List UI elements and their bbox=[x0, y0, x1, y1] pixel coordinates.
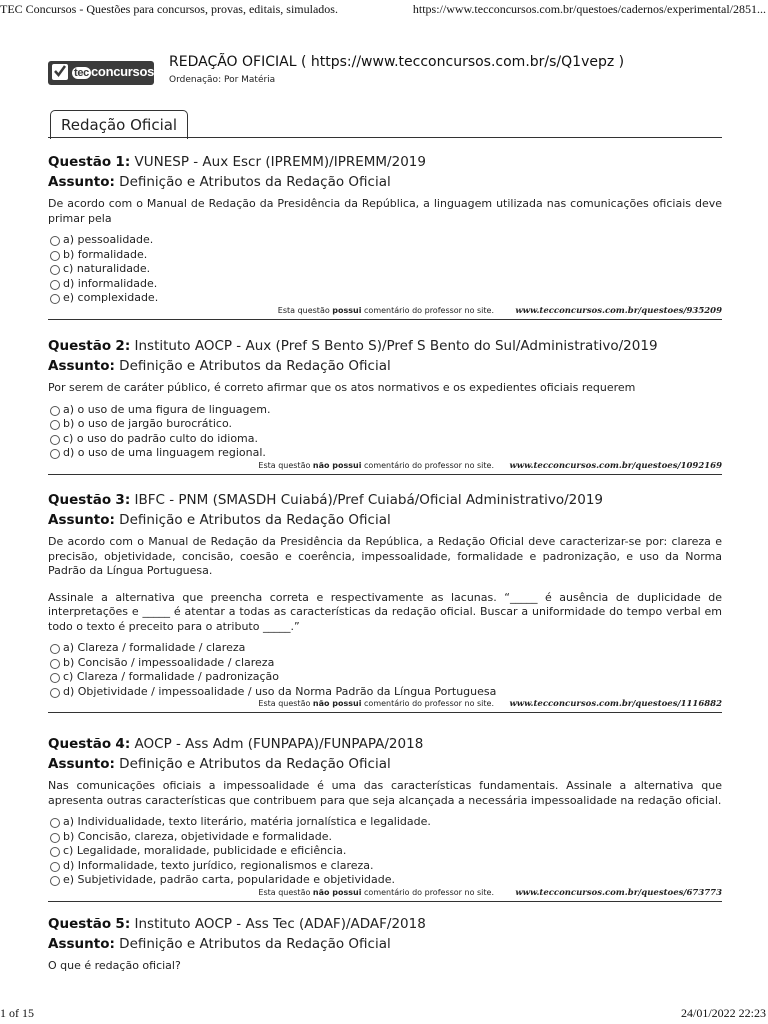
document-ordering: Ordenação: Por Matéria bbox=[169, 75, 276, 85]
options-list bbox=[48, 641, 722, 699]
question-stem: De acordo com o Manual de Redação da Presidência da República, a linguagem utilizada nas comunicações oficiais deve primar pela bbox=[48, 197, 722, 225]
print-header-title: TEC Concursos - Questões para concursos, provas, editais, simulados. bbox=[0, 2, 338, 16]
answer-option[interactable]: b) Concisão / impessoalidade / clareza bbox=[48, 656, 722, 671]
question-header: Questão 3: IBFC - PNM (SMASDH Cuiabá)/Pref Cuiabá/Oficial Administrativo/2019 bbox=[48, 492, 604, 508]
question-subject: Assunto: Definição e Atributos da Redação Oficial bbox=[48, 756, 391, 772]
radio-icon[interactable] bbox=[50, 449, 60, 459]
options-list bbox=[48, 403, 722, 461]
question-source: IBFC - PNM (SMASDH Cuiabá)/Pref Cuiabá/Oficial Administrativo/2019 bbox=[134, 492, 604, 508]
answer-option[interactable]: a) pessoalidade. bbox=[48, 233, 722, 248]
question-divider bbox=[48, 901, 722, 902]
comment-note: Esta questão não possui comentário do professor no site. bbox=[258, 460, 494, 470]
options-list bbox=[48, 815, 722, 888]
question-divider bbox=[48, 712, 722, 713]
answer-option[interactable]: d) o uso de uma linguagem regional. bbox=[48, 446, 722, 461]
answer-option[interactable]: b) formalidade. bbox=[48, 248, 722, 263]
options-list bbox=[48, 233, 722, 306]
question-divider bbox=[48, 474, 722, 475]
answer-option[interactable]: d) Objetividade / impessoalidade / uso da Norma Padrão da Língua Portuguesa bbox=[48, 685, 722, 700]
comment-note: Esta questão não possui comentário do professor no site. bbox=[258, 699, 494, 708]
question-footer bbox=[48, 888, 722, 900]
radio-icon[interactable] bbox=[50, 818, 60, 828]
question-source: AOCP - Ass Adm (FUNPAPA)/FUNPAPA/2018 bbox=[134, 736, 424, 752]
question-block bbox=[48, 336, 722, 475]
question-stem: De acordo com o Manual de Redação da Presidência da República, a Redação Oficial deve caracterizar-se por: clareza e precisão, objetividade, concisão, coesão e coerência, impessoalidade, formalidade e padronização, e uso da Norma Padrão da Língua Portuguesa. bbox=[48, 535, 722, 577]
answer-option[interactable]: a) Individualidade, texto literário, matéria jornalística e legalidade. bbox=[48, 815, 722, 830]
question-divider bbox=[48, 319, 722, 320]
radio-icon[interactable] bbox=[50, 236, 60, 246]
print-header-url: https://www.tecconcursos.com.br/questoes/cadernos/experimental/2851... bbox=[412, 2, 766, 16]
question-subject: Assunto: Definição e Atributos da Redação Oficial bbox=[48, 936, 391, 952]
question-stem: Nas comunicações oficiais a impessoalidade é uma das características fundamentais. Assinale a alternativa que apresenta outras características que contribuem para que seja alcançada a necessária impessoalidade na redação oficial. bbox=[48, 779, 722, 807]
radio-icon[interactable] bbox=[50, 435, 60, 445]
radio-icon[interactable] bbox=[50, 688, 60, 698]
radio-icon[interactable] bbox=[50, 265, 60, 275]
radio-icon[interactable] bbox=[50, 294, 60, 304]
question-stem: O que é redação oficial? bbox=[48, 959, 181, 972]
print-footer bbox=[0, 1006, 768, 1020]
answer-option[interactable]: c) naturalidade. bbox=[48, 262, 722, 277]
section-tab: Redação Oficial bbox=[50, 110, 188, 139]
answer-option[interactable]: d) informalidade. bbox=[48, 277, 722, 292]
question-link[interactable]: www.tecconcursos.com.br/questoes/673773 bbox=[515, 887, 722, 898]
answer-option[interactable]: a) o uso de uma figura de linguagem. bbox=[48, 403, 722, 418]
radio-icon[interactable] bbox=[50, 862, 60, 872]
comment-note: Esta questão não possui comentário do professor no site. bbox=[258, 887, 494, 897]
question-source: Instituto AOCP - Ass Tec (ADAF)/ADAF/2018 bbox=[134, 916, 426, 932]
question-source: Instituto AOCP - Aux (Pref S Bento S)/Pref S Bento do Sul/Administrativo/2019 bbox=[134, 338, 658, 354]
comment-note: Esta questão possui comentário do professor no site. bbox=[277, 305, 494, 315]
print-datetime: 24/01/2022 22:23 bbox=[680, 1006, 766, 1020]
radio-icon[interactable] bbox=[50, 833, 60, 843]
question-block bbox=[48, 490, 722, 713]
page-number: 1 of 15 bbox=[0, 1006, 34, 1020]
logo-wordmark: tec concursos bbox=[74, 64, 155, 79]
answer-option[interactable]: d) Informalidade, texto jurídico, regionalismos e clareza. bbox=[48, 859, 722, 874]
radio-icon[interactable] bbox=[50, 659, 60, 669]
radio-icon[interactable] bbox=[50, 876, 60, 886]
print-header bbox=[0, 2, 768, 16]
radio-icon[interactable] bbox=[50, 406, 60, 416]
answer-option[interactable]: c) Legalidade, moralidade, publicidade e eficiência. bbox=[48, 844, 722, 859]
tecconcursos-logo[interactable] bbox=[48, 61, 154, 85]
question-header: Questão 1: VUNESP - Aux Escr (IPREMM)/IPREMM/2019 bbox=[48, 154, 426, 170]
radio-icon[interactable] bbox=[50, 280, 60, 290]
question-stem: Assinale a alternativa que preencha correta e respectivamente as lacunas. “_____ é ausência de duplicidade de interpretações e _____ é atentar a todas as características da redação oficial. Buscar a uniformidade do tempo verbal em todo o texto é preceito para o atributo _____.” bbox=[48, 590, 722, 633]
answer-option[interactable]: b) Concisão, clareza, objetividade e formalidade. bbox=[48, 830, 722, 845]
radio-icon[interactable] bbox=[50, 644, 60, 654]
question-subject: Assunto: Definição e Atributos da Redação Oficial bbox=[48, 512, 391, 528]
question-link[interactable]: www.tecconcursos.com.br/questoes/1092169 bbox=[509, 460, 722, 471]
answer-option[interactable]: b) o uso de jargão burocrático. bbox=[48, 417, 722, 432]
question-footer bbox=[48, 699, 722, 711]
question-source: VUNESP - Aux Escr (IPREMM)/IPREMM/2019 bbox=[134, 154, 426, 170]
question-link[interactable]: www.tecconcursos.com.br/questoes/935209 bbox=[515, 305, 722, 316]
question-block bbox=[48, 914, 722, 974]
question-stem: Por serem de caráter público, é correto afirmar que os atos normativos e os expedientes oficiais requerem bbox=[48, 381, 636, 394]
question-subject: Assunto: Definição e Atributos da Redação Oficial bbox=[48, 358, 391, 374]
answer-option[interactable]: e) Subjetividade, padrão carta, popularidade e objetividade. bbox=[48, 873, 722, 888]
question-header: Questão 2: Instituto AOCP - Aux (Pref S Bento S)/Pref S Bento do Sul/Administrativo/2019 bbox=[48, 338, 658, 354]
question-subject: Assunto: Definição e Atributos da Redação Oficial bbox=[48, 174, 391, 190]
answer-option[interactable]: e) complexidade. bbox=[48, 291, 722, 306]
radio-icon[interactable] bbox=[50, 420, 60, 430]
document-header bbox=[48, 54, 722, 94]
question-link[interactable]: www.tecconcursos.com.br/questoes/1116882 bbox=[509, 699, 722, 709]
answer-option[interactable]: a) Clareza / formalidade / clareza bbox=[48, 641, 722, 656]
section-divider bbox=[48, 137, 722, 138]
radio-icon[interactable] bbox=[50, 847, 60, 857]
radio-icon[interactable] bbox=[50, 673, 60, 683]
question-header: Questão 5: Instituto AOCP - Ass Tec (ADAF)/ADAF/2018 bbox=[48, 916, 426, 932]
question-header: Questão 4: AOCP - Ass Adm (FUNPAPA)/FUNPAPA/2018 bbox=[48, 736, 424, 752]
answer-option[interactable]: c) o uso do padrão culto do idioma. bbox=[48, 432, 722, 447]
document-title[interactable]: REDAÇÃO OFICIAL ( https://www.tecconcursos.com.br/s/Q1vepz ) bbox=[169, 54, 625, 70]
question-block bbox=[48, 734, 722, 902]
checkmark-icon bbox=[52, 64, 68, 80]
question-footer bbox=[48, 306, 722, 318]
question-footer bbox=[48, 461, 722, 473]
answer-option[interactable]: c) Clareza / formalidade / padronização bbox=[48, 670, 722, 685]
radio-icon[interactable] bbox=[50, 251, 60, 261]
question-block bbox=[48, 152, 722, 320]
